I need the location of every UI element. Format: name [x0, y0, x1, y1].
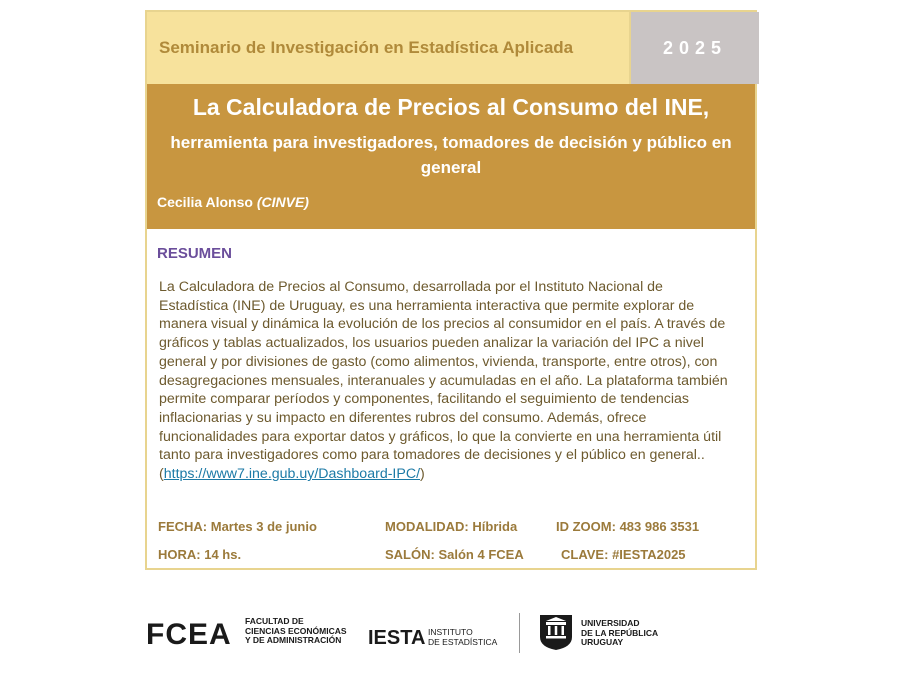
fecha-label: FECHA: — [158, 519, 208, 534]
udelar-line: UNIVERSIDAD — [581, 618, 640, 628]
clave-label: CLAVE: — [561, 547, 609, 562]
modalidad-field — [385, 519, 517, 534]
iesta-name — [428, 627, 497, 647]
zoom-label: ID ZOOM: — [556, 519, 616, 534]
abstract-body: La Calculadora de Precios al Consumo, desarrollada por el Instituto Nacional de Estadística (INE) de Uruguay, es una herramienta interactiva que permite explorar de manera visual y dinámica la evolución de los precios al consumidor en el país. A través de gráficos y tablas actualizados, los usuarios pueden analizar la variación del IPC a nivel general y por divisiones de gasto (como alimentos, vivienda, transporte, entre otros), con desagregaciones mensuales, interanuales y acumuladas en el año. La plataforma también permite comparar períodos y componentes, facilitando el seguimiento de tendencias inflacionarias y su impacto en diferentes rubros del consumo. Además, ofrece funcionalidades para exportar datos y gráficos, lo que la convierte en una herramienta útil tanto para investigadores como para tomadores de decisiones y el público en general.. ( — [159, 279, 728, 483]
logo-divider — [519, 613, 520, 653]
hora-value: 14 hs. — [204, 547, 242, 562]
zoom-value: 483 986 3531 — [619, 519, 700, 534]
fecha-field — [158, 519, 317, 534]
modalidad-label: MODALIDAD: — [385, 519, 469, 534]
zoom-field — [556, 519, 699, 534]
iesta-logo: IESTA — [368, 627, 426, 649]
header-band — [147, 12, 755, 84]
seminar-card — [145, 10, 757, 570]
salon-field — [385, 547, 524, 562]
dashboard-link[interactable]: https://www7.ine.gub.uy/Dashboard-IPC/ — [163, 466, 421, 483]
hora-label: HORA: — [158, 547, 201, 562]
talk-title: La Calculadora de Precios al Consumo del INE, — [192, 94, 710, 120]
udelar-seal-icon — [538, 613, 574, 651]
talk-subtitle: herramienta para investigadores, tomadores de decisión y público en general — [170, 133, 732, 177]
author-affiliation: (CINVE) — [256, 194, 309, 210]
fcea-logo: FCEA — [146, 618, 232, 651]
iesta-line: INSTITUTO — [428, 627, 473, 637]
clave-value: #IESTA2025 — [612, 547, 686, 562]
footer-logos — [0, 600, 904, 660]
fcea-line: CIENCIAS ECONÓMICAS — [245, 625, 347, 636]
modalidad-value: Híbrida — [472, 519, 518, 534]
salon-value: Salón 4 FCEA — [438, 547, 524, 562]
fecha-value: Martes 3 de junio — [210, 519, 317, 534]
hora-field — [158, 547, 241, 562]
udelar-name — [581, 619, 658, 648]
title-band — [147, 84, 755, 229]
abstract-close: ) — [420, 466, 425, 483]
seminar-series-title: Seminario de Investigación en Estadística Aplicada — [147, 12, 629, 84]
fcea-line: Y DE ADMINISTRACIÓN — [245, 635, 342, 645]
fcea-name — [245, 617, 347, 646]
abstract-text — [159, 278, 729, 484]
author — [157, 194, 309, 210]
resumen-heading: RESUMEN — [157, 245, 233, 262]
iesta-line: DE ESTADÍSTICA — [428, 637, 498, 647]
seminar-year: 2025 — [629, 12, 759, 84]
author-name: Cecilia Alonso — [157, 194, 253, 210]
udelar-line: DE LA REPÚBLICA — [581, 627, 659, 638]
salon-label: SALÓN: — [385, 547, 435, 562]
udelar-line: URUGUAY — [581, 637, 624, 647]
clave-field — [561, 547, 686, 562]
fcea-line: FACULTAD DE — [245, 616, 304, 626]
